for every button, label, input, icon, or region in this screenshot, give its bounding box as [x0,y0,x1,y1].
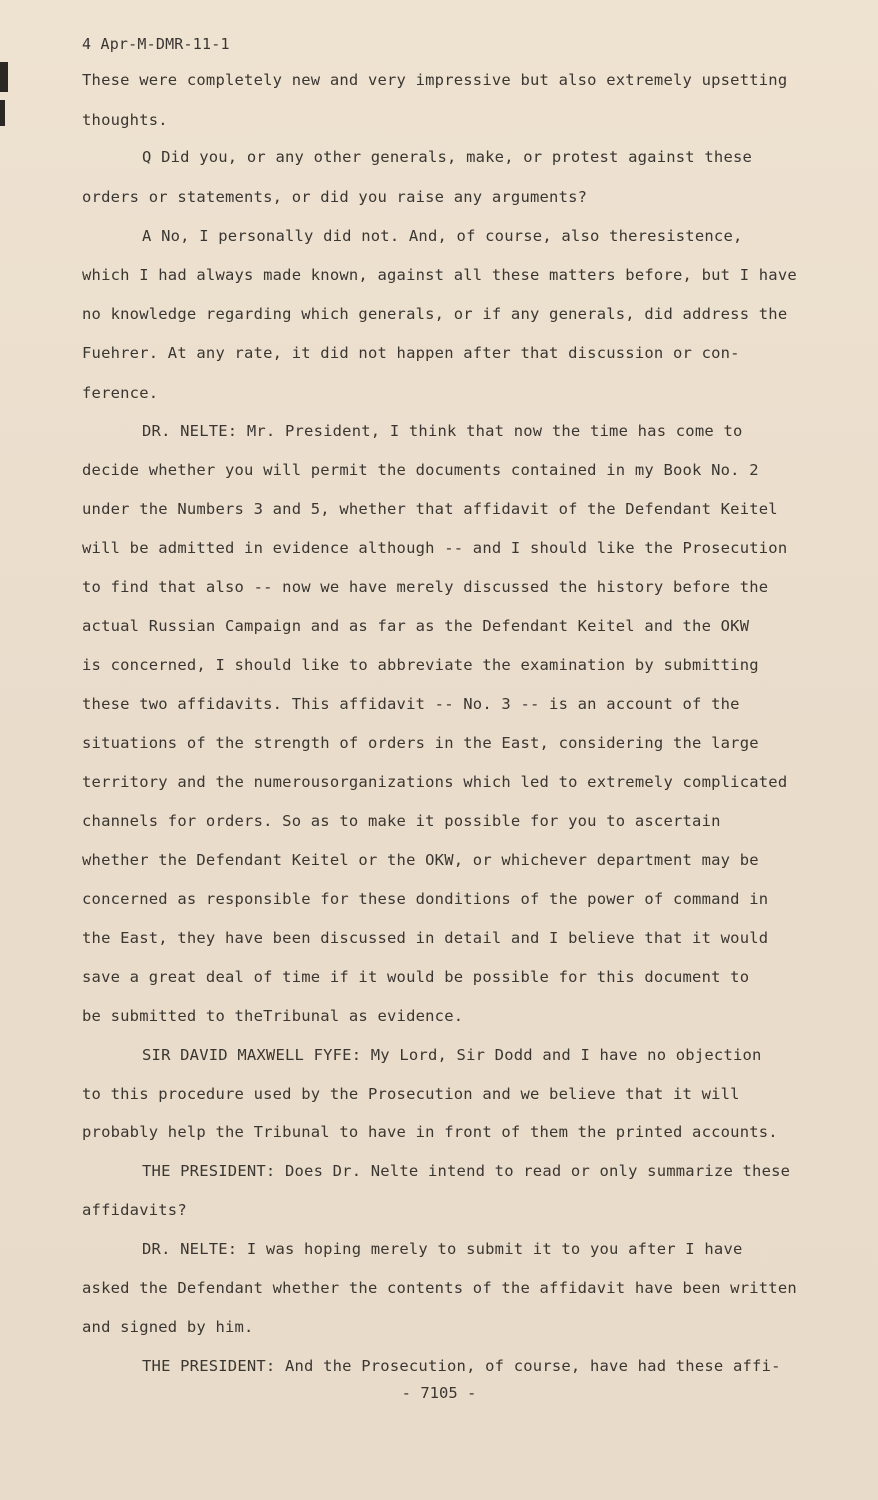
text-line: decide whether you will permit the documents contained in my Book No. 2 [82,461,759,479]
text-line: Q Did you, or any other generals, make, or protest against these [142,148,753,166]
text-line: A No, I personally did not. And, of course, also theresistence, [142,227,743,245]
text-line: be submitted to theTribunal as evidence. [82,1007,464,1025]
text-line: thoughts. [82,111,168,129]
text-line: channels for orders. So as to make it possible for you to ascertain [82,812,721,830]
text-line: whether the Defendant Keitel or the OKW, or whichever department may be [82,851,759,869]
text-line: SIR DAVID MAXWELL FYFE: My Lord, Sir Dodd and I have no objection [142,1046,762,1064]
text-line: territory and the numerousorganizations which led to extremely complicated [82,773,788,791]
text-line: will be admitted in evidence although -- and I should like the Prosecution [82,539,788,557]
text-line: is concerned, I should like to abbreviate the examination by submitting [82,656,759,674]
text-line: probably help the Tribunal to have in front of them the printed accounts. [82,1123,778,1141]
text-line: and signed by him. [82,1318,254,1336]
text-line: orders or statements, or did you raise any arguments? [82,188,588,206]
text-line: These were completely new and very impressive but also extremely upsetting [82,71,788,89]
edge-binding-mark [0,100,5,126]
text-line: concerned as responsible for these donditions of the power of command in [82,890,769,908]
text-line: DR. NELTE: Mr. President, I think that now the time has come to [142,422,743,440]
document-reference: 4 Apr-M-DMR-11-1 [82,35,230,53]
text-line: ference. [82,384,159,402]
text-line: asked the Defendant whether the contents of the affidavit have been written [82,1279,797,1297]
edge-binding-mark [0,62,8,92]
text-line: actual Russian Campaign and as far as the Defendant Keitel and the OKW [82,617,750,635]
text-line: which I had always made known, against all these matters before, but I have [82,266,797,284]
page-number: - 7105 - [401,1384,477,1402]
text-line: Fuehrer. At any rate, it did not happen after that discussion or con- [82,344,740,362]
text-line: to find that also -- now we have merely discussed the history before the [82,578,769,596]
text-line: the East, they have been discussed in detail and I believe that it would [82,929,769,947]
text-line: THE PRESIDENT: Does Dr. Nelte intend to read or only summarize these [142,1162,791,1180]
text-line: save a great deal of time if it would be possible for this document to [82,968,750,986]
text-line: these two affidavits. This affidavit -- No. 3 -- is an account of the [82,695,740,713]
text-line: no knowledge regarding which generals, or if any generals, did address the [82,305,788,323]
text-line: under the Numbers 3 and 5, whether that affidavit of the Defendant Keitel [82,500,778,518]
text-line: situations of the strength of orders in the East, considering the large [82,734,759,752]
text-line: to this procedure used by the Prosecution and we believe that it will [82,1085,740,1103]
text-line: THE PRESIDENT: And the Prosecution, of course, have had these affi- [142,1357,781,1375]
text-line: DR. NELTE: I was hoping merely to submit it to you after I have [142,1240,743,1258]
text-line: affidavits? [82,1201,187,1219]
